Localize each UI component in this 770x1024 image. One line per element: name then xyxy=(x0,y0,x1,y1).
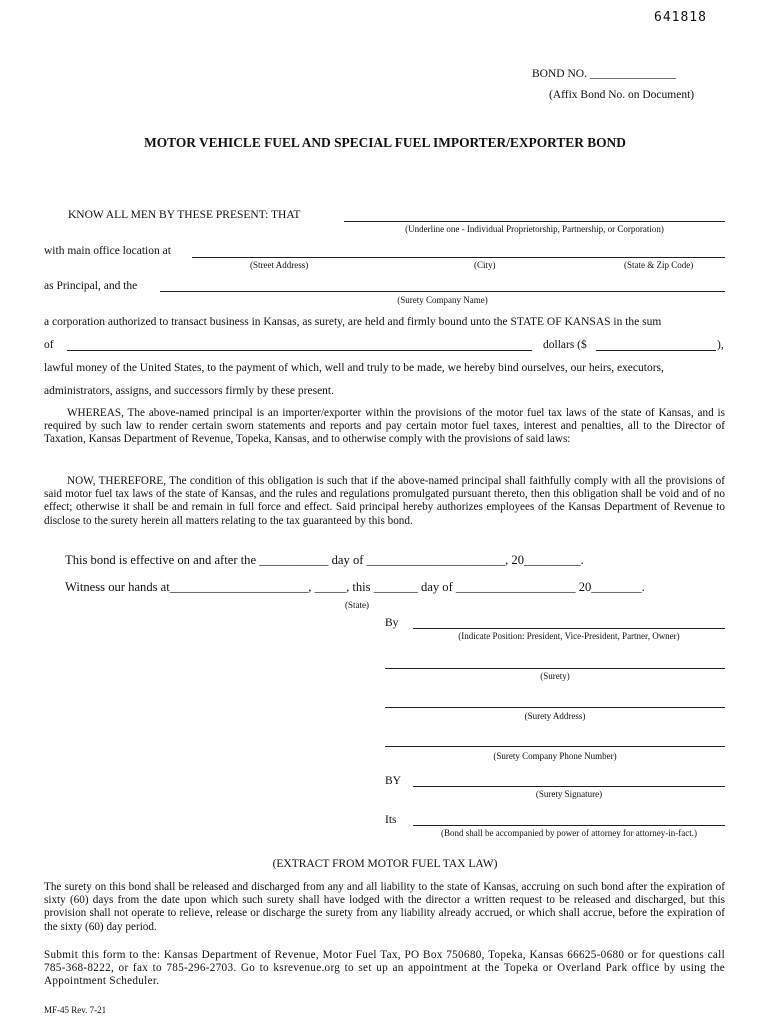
corporation-line: a corporation authorized to transact business in Kansas, as surety, are held and firmly bound unto the STATE OF KANSAS in the sum xyxy=(44,316,662,328)
main-office-address-field[interactable] xyxy=(192,257,725,258)
sum-in-words-field[interactable] xyxy=(67,350,532,351)
effective-date-line: This bond is effective on and after the ___________ day of ______________________, 20_________. xyxy=(65,553,584,567)
street-address-caption: (Street Address) xyxy=(250,260,309,270)
its-label: Its xyxy=(385,814,397,826)
sum-amount-field[interactable] xyxy=(596,350,716,351)
surety-phone-caption: (Surety Company Phone Number) xyxy=(493,751,617,761)
surety-company-name-caption: (Surety Company Name) xyxy=(397,295,488,305)
principal-name-field[interactable] xyxy=(344,221,725,222)
state-zip-caption: (State & Zip Code) xyxy=(624,260,694,270)
surety-address-caption: (Surety Address) xyxy=(524,711,586,721)
state-caption: (State) xyxy=(345,600,369,610)
dollars-label: dollars ($ xyxy=(543,339,587,351)
surety-company-name-field[interactable] xyxy=(160,291,725,292)
by-signature-field[interactable] xyxy=(413,628,725,629)
now-therefore-paragraph: NOW, THEREFORE, The condition of this obligation is such that if the above-named principal shall faithfully comply with all the provisions of said motor fuel tax laws of the state of Kansas, and the rules and regulations promulgated pursuant thereto, then this obligation shall be void and of no effect; otherwise it shall be and remain in full force and effect. Said principal hereby authorizes employees of the Kansas Department of Revenue to disclose to the surety herein all matters relating to the tax guaranteed by this bond. xyxy=(44,475,725,527)
form-id: MF-45 Rev. 7-21 xyxy=(44,1005,107,1015)
as-principal-label: as Principal, and the xyxy=(44,280,138,292)
power-of-attorney-caption: (Bond shall be accompanied by power of attorney for attorney-in-fact.) xyxy=(441,828,697,838)
city-caption: (City) xyxy=(474,260,496,270)
extract-heading: (EXTRACT FROM MOTOR FUEL TAX LAW) xyxy=(272,858,498,870)
know-all-label: KNOW ALL MEN BY THESE PRESENT: THAT xyxy=(68,209,301,221)
surety-signature-field[interactable] xyxy=(413,786,725,787)
underline-one-caption: (Underline one - Individual Proprietorship, Partnership, or Corporation) xyxy=(405,224,664,234)
its-title-field[interactable] xyxy=(413,825,725,826)
of-label: of xyxy=(44,339,54,351)
administrators-line: administrators, assigns, and successors firmly by these present. xyxy=(44,385,334,397)
surety-signature-caption: (Surety Signature) xyxy=(535,789,603,799)
extract-paragraph: The surety on this bond shall be released and discharged from any and all liability to the state of Kansas, accruing on such bond after the expiration of sixty (60) days from the date upon which such surety shall have lodged with the director a written request to be released and discharged, but this provision shall not operate to relieve, release or discharge the surety from any liability already accrued, or which shall accrue, before the expiration of the sixty (60) day period. xyxy=(44,881,725,933)
surety-address-field[interactable] xyxy=(385,707,725,708)
whereas-paragraph: WHEREAS, The above-named principal is an importer/exporter within the provisions of the motor fuel tax laws of the state of Kansas, and is required by such law to render certain sworn statements and reports and pay certain motor fuel taxes, interest and penalties, all to the Director of Taxation, Kansas Department of Revenue, Topeka, Kansas, and to otherwise comply with the provisions of said laws: xyxy=(44,407,725,446)
form-title: MOTOR VEHICLE FUEL AND SPECIAL FUEL IMPORTER/EXPORTER BOND xyxy=(144,135,626,150)
surety-field[interactable] xyxy=(385,668,725,669)
document-number: 641818 xyxy=(654,10,707,25)
lawful-money-line: lawful money of the United States, to the payment of which, well and truly to be made, we hereby bind ourselves, our heirs, executors, xyxy=(44,362,664,374)
by-label: By xyxy=(385,617,399,629)
indicate-position-caption: (Indicate Position: President, Vice-President, Partner, Owner) xyxy=(458,631,680,641)
submit-instructions: Submit this form to the: Kansas Department of Revenue, Motor Fuel Tax, PO Box 750680, Topeka, Kansas 66625-0680 or for questions call 785-368-8222, or fax to 785-296-2703. Go to ksrevenue.org to set up an appointment at the Topeka or Overland Park office by using the Appointment Scheduler. xyxy=(44,949,725,988)
dollars-close: ), xyxy=(717,339,724,351)
bond-number-label: BOND NO. _______________ xyxy=(532,68,677,80)
by-caps-label: BY xyxy=(385,775,401,787)
surety-caption: (Surety) xyxy=(540,671,570,681)
affix-note: (Affix Bond No. on Document) xyxy=(549,89,695,101)
witness-line: Witness our hands at______________________, _____, this _______ day of ___________________ 20________. xyxy=(65,580,645,594)
main-office-label: with main office location at xyxy=(44,245,171,257)
surety-phone-field[interactable] xyxy=(385,746,725,747)
